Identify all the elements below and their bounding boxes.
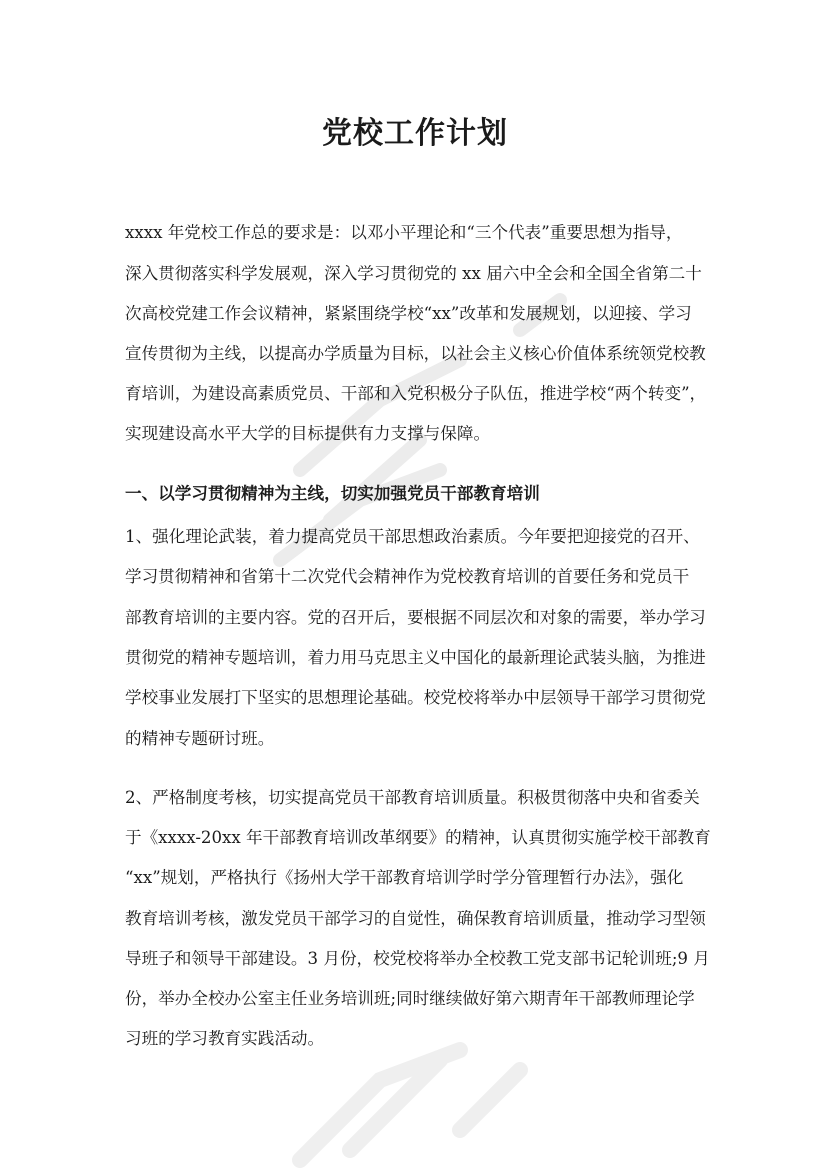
intro-line-1: xxxx 年党校工作总的要求是：以邓小平理论和“三个代表”重要思想为指导， xyxy=(125,223,683,242)
item2-line-2: 于《xxxx-20xx 年干部教育培训改革纲要》的精神，认真贯彻实施学校干部教育 xyxy=(125,828,711,847)
intro-line-6: 实现建设高水平大学的目标提供有力支撑与保障。 xyxy=(125,424,491,443)
intro-line-3: 次高校党建工作会议精神，紧紧围绕学校“xx”改革和发展规划，以迎接、学习 xyxy=(125,304,692,323)
item1-line-1: 1、强化理论武装，着力提高党员干部思想政治素质。今年要把迎接党的召开、 xyxy=(125,527,700,546)
page-title: 党校工作计划 xyxy=(322,116,508,151)
item2-line-6: 份，举办全校办公室主任业务培训班;同时继续做好第六期青年干部教师理论学 xyxy=(125,989,695,1008)
item2-line-5: 导班子和领导干部建设。3 月份，校党校将举办全校教工党支部书记轮训班;9 月 xyxy=(125,949,710,968)
item2-line-4: 教育培训考核，激发党员干部学习的自觉性，确保教育培训质量，推动学习型领 xyxy=(125,909,706,928)
intro-line-2: 深入贯彻落实科学发展观，深入学习贯彻党的 xx 届六中全会和全国全省第二十 xyxy=(125,264,702,283)
item1-line-6: 的精神专题研讨班。 xyxy=(125,729,275,748)
intro-line-4: 宣传贯彻为主线，以提高办学质量为目标，以社会主义核心价值体系统领党校教 xyxy=(125,344,706,363)
item2-line-3: “xx”规划，严格执行《扬州大学干部教育培训学时学分管理暂行办法》，强化 xyxy=(125,868,684,887)
item1-line-5: 学校事业发展打下坚实的思想理论基础。校党校将举办中层领导干部学习贯彻党 xyxy=(125,688,706,707)
section-heading-1: 一、以学习贯彻精神为主线，切实加强党员干部教育培训 xyxy=(125,483,540,503)
item1-line-2: 学习贯彻精神和省第十二次党代会精神作为党校教育培训的首要任务和党员干 xyxy=(125,567,690,586)
item1-line-3: 部教育培训的主要内容。党的召开后，要根据不同层次和对象的需要，举办学习 xyxy=(125,608,706,627)
intro-line-5: 育培训，为建设高素质党员、干部和入党积极分子队伍，推进学校“两个转变”， xyxy=(125,384,707,403)
item2-line-1: 2、严格制度考核，切实提高党员干部教育培训质量。积极贯彻落中央和省委关 xyxy=(125,788,700,807)
item2-line-7: 习班的学习教育实践活动。 xyxy=(125,1029,325,1048)
item1-line-4: 贯彻党的精神专题培训，着力用马克思主义中国化的最新理论武装头脑，为推进 xyxy=(125,648,706,667)
